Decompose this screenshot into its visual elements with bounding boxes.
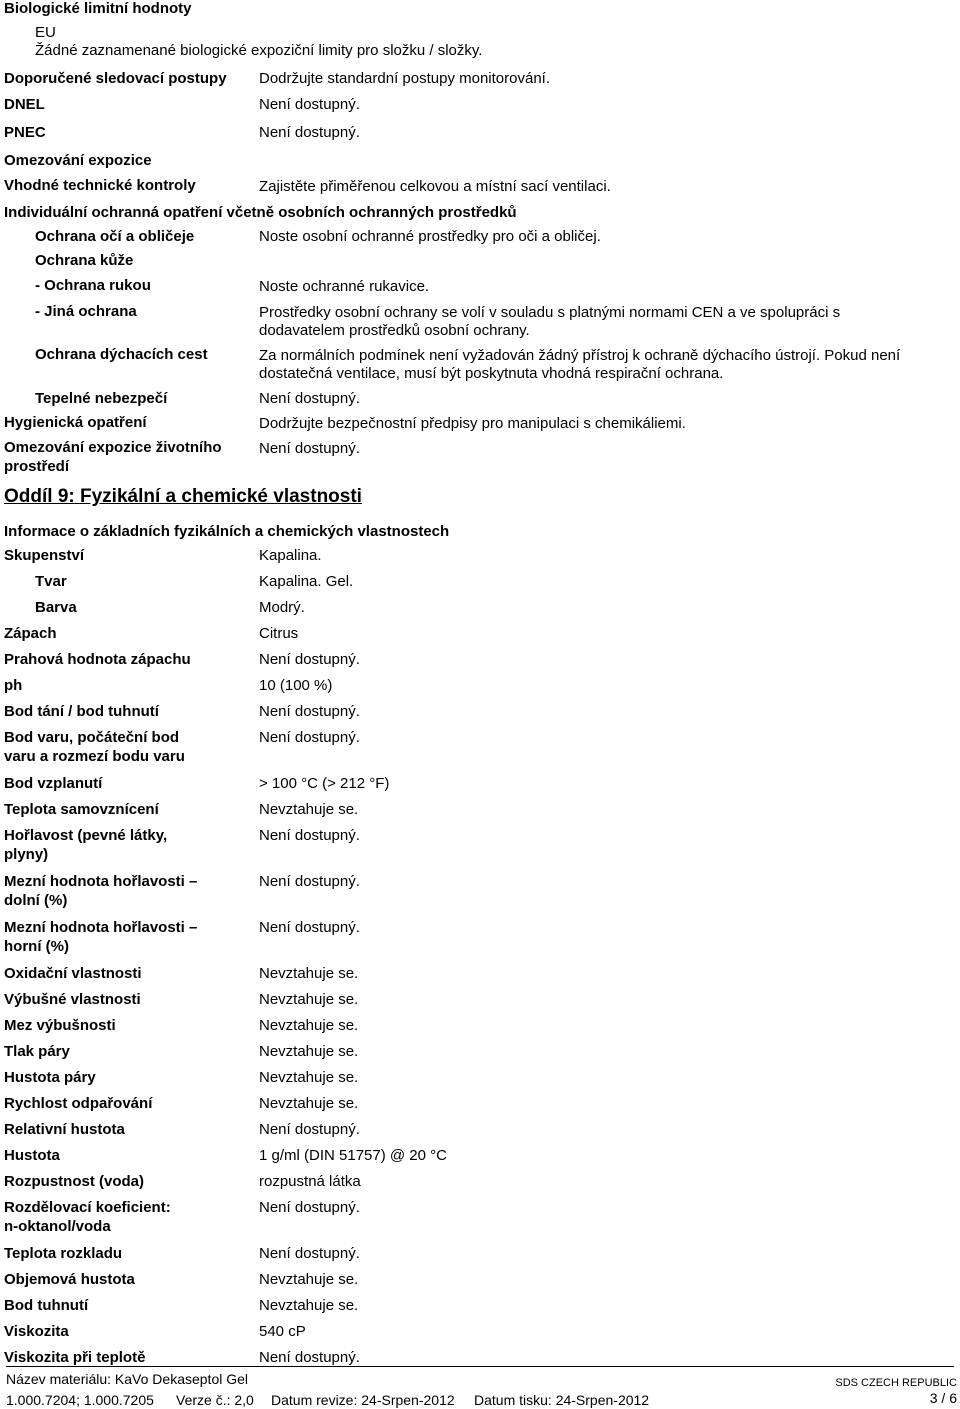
property-label: Zápach [4,625,57,642]
footer-revision-date: Datum revize: 24-Srpen-2012 [271,1392,455,1408]
property-label: Relativní hustota [4,1121,125,1138]
hand-protection-label: - Ochrana rukou [35,277,151,294]
property-label: Hořlavost (pevné látky, [4,827,168,844]
property-value: Není dostupný. [259,827,360,844]
property-label: Viskozita při teplotě [4,1349,146,1366]
dnel-label: DNEL [4,96,45,113]
property-value: Není dostupný. [259,873,360,890]
eye-protection-value: Noste osobní ochranné prostředky pro oči a obličej. [259,228,601,245]
property-value: Nevztahuje se. [259,801,359,818]
engineering-controls-label: Vhodné technické kontroly [4,177,196,194]
property-value: rozpustná látka [259,1173,361,1190]
property-value: Není dostupný. [259,1199,360,1216]
property-label: Bod varu, počáteční bod [4,729,180,746]
footer-version: Verze č.: 2,0 [176,1392,254,1408]
pnec-value: Není dostupný. [259,124,360,141]
property-value: Nevztahuje se. [259,1271,359,1288]
property-label: ph [4,677,23,694]
property-value: Není dostupný. [259,651,360,668]
property-label: varu a rozmezí bodu varu [4,748,185,765]
property-label: Hustota [4,1147,60,1164]
bio-region: EU [35,24,56,41]
respiratory-protection-value-line2: dostatečná ventilace, musí být poskytnuta vhodná respirační ochrana. [259,365,724,382]
property-value: > 100 °C (> 212 °F) [259,775,390,792]
property-label: n-oktanol/voda [4,1218,111,1235]
section-9-title: Oddíl 9: Fyzikální a chemické vlastnosti [4,486,362,507]
property-value: 1 g/ml (DIN 51757) @ 20 °C [259,1147,447,1164]
property-value: 10 (100 %) [259,677,333,694]
hand-protection-value: Noste ochranné rukavice. [259,278,430,295]
property-value: Není dostupný. [259,1121,360,1138]
property-value: Není dostupný. [259,919,360,936]
monitoring-label: Doporučené sledovací postupy [4,70,227,87]
property-value: Nevztahuje se. [259,1043,359,1060]
property-label: Tvar [35,573,67,590]
bio-text: Žádné zaznamenané biologické expoziční limity pro složku / složky. [35,42,483,59]
property-label: Bod vzplanutí [4,775,103,792]
bio-heading: Biologické limitní hodnoty [4,0,192,17]
property-label: Bod tání / bod tuhnutí [4,703,159,720]
property-label: Rychlost odpařování [4,1095,153,1112]
env-exposure-label-line1: Omezování expozice životního [4,439,222,456]
section-9-subheading: Informace o základních fyzikálních a chemických vlastnostech [4,523,450,540]
property-label: Hustota páry [4,1069,96,1086]
property-label: Viskozita [4,1323,69,1340]
property-label: Rozdělovací koeficient: [4,1199,171,1216]
property-label: Mezní hodnota hořlavosti – [4,919,198,936]
property-value: Nevztahuje se. [259,1095,359,1112]
property-value: Není dostupný. [259,703,360,720]
footer-region: SDS CZECH REPUBLIC [835,1377,957,1389]
hygiene-value: Dodržujte bezpečnostní předpisy pro manipulaci s chemikáliemi. [259,415,686,432]
property-label: dolní (%) [4,892,68,909]
exposure-heading: Omezování expozice [4,152,152,169]
property-label: Teplota samovznícení [4,801,159,818]
property-label: plyny) [4,846,49,863]
dnel-value: Není dostupný. [259,96,360,113]
property-value: Není dostupný. [259,1245,360,1262]
footer-material-name: Název materiálu: KaVo Dekaseptol Gel [6,1371,249,1387]
property-label: Skupenství [4,547,85,564]
property-value: Citrus [259,625,299,642]
property-label: Mezní hodnota hořlavosti – [4,873,198,890]
property-value: Nevztahuje se. [259,965,359,982]
env-exposure-label-line2: prostředí [4,458,70,475]
property-label: Barva [35,599,77,616]
property-label: Tlak páry [4,1043,70,1060]
property-label: Prahová hodnota zápachu [4,651,191,668]
property-value: Modrý. [259,599,305,616]
property-label: Mez výbušnosti [4,1017,116,1034]
footer-print-date: Datum tisku: 24-Srpen-2012 [474,1392,650,1408]
property-value: Nevztahuje se. [259,991,359,1008]
eye-protection-label: Ochrana očí a obličeje [35,228,195,245]
property-value: Nevztahuje se. [259,1017,359,1034]
property-label: Oxidační vlastnosti [4,965,142,982]
other-protection-label: - Jiná ochrana [35,303,137,320]
thermal-hazards-value: Není dostupný. [259,390,360,407]
property-value: Nevztahuje se. [259,1069,359,1086]
property-label: Bod tuhnutí [4,1297,89,1314]
skin-protection-label: Ochrana kůže [35,252,134,269]
other-protection-value-line2: dodavatelem prostředků osobní ochrany. [259,322,530,339]
property-label: Objemová hustota [4,1271,135,1288]
thermal-hazards-label: Tepelné nebezpečí [35,390,168,407]
footer-page-number: 3 / 6 [929,1390,957,1406]
hygiene-label: Hygienická opatření [4,414,147,431]
footer-codes: 1.000.7204; 1.000.7205 [6,1392,154,1408]
ppe-heading: Individuální ochranná opatření včetně osobních ochranných prostředků [4,204,517,221]
property-label: Teplota rozkladu [4,1245,123,1262]
property-value: Kapalina. [259,547,322,564]
respiratory-protection-value-line1: Za normálních podmínek není vyžadován žádný přístroj k ochraně dýchacího ústrojí. Pokud není [259,347,901,364]
other-protection-value-line1: Prostředky osobní ochrany se volí v souladu s platnými normami CEN a ve spolupráci s [259,304,841,321]
property-value: Nevztahuje se. [259,1297,359,1314]
respiratory-protection-label: Ochrana dýchacích cest [35,346,208,363]
property-value: Kapalina. Gel. [259,573,354,590]
footer-divider [6,1366,954,1367]
env-exposure-value: Není dostupný. [259,440,360,457]
property-label: Výbušné vlastnosti [4,991,141,1008]
monitoring-value: Dodržujte standardní postupy monitorování. [259,70,550,87]
property-value: 540 cP [259,1323,306,1340]
property-value: Není dostupný. [259,729,360,746]
property-value: Není dostupný. [259,1349,360,1366]
property-label: horní (%) [4,938,69,955]
property-label: Rozpustnost (voda) [4,1173,144,1190]
engineering-controls-value: Zajistěte přiměřenou celkovou a místní sací ventilaci. [259,178,611,195]
pnec-label: PNEC [4,124,46,141]
